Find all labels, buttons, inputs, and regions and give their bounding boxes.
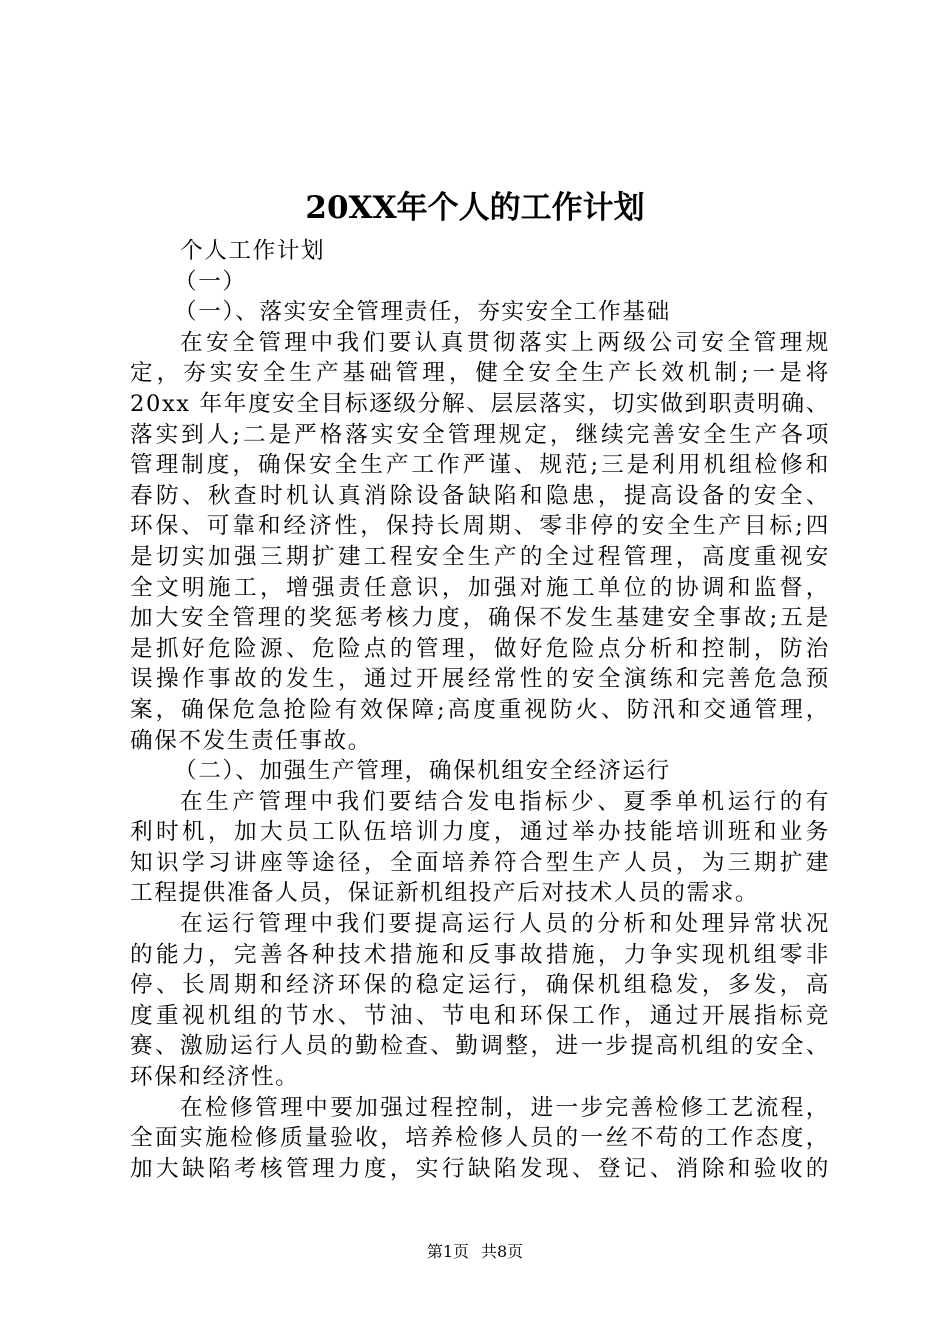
text-line: 工程提供准备人员，保证新机组投产后对技术人员的需求。 [130, 880, 760, 907]
text-line: 确保不发生责任事故。 [130, 727, 372, 754]
text-line: （一）、落实安全管理责任，夯实安全工作基础 [174, 299, 671, 326]
text-line: 在运行管理中我们要提高运行人员的分析和处理异常状况 [180, 911, 830, 938]
text-line: （二）、加强生产管理，确保机组安全经济运行 [174, 758, 671, 785]
text-line: 在安全管理中我们要认真贯彻落实上两级公司安全管理规 [180, 329, 830, 356]
document-title: 20XX年个人的工作计划 [305, 190, 645, 226]
text-line: 春防、秋查时机认真消除设备缺陷和隐患，提高设备的安全、 [130, 482, 830, 509]
text-line: （一） [174, 268, 247, 295]
text-line: 利时机，加大员工队伍培训力度，通过举办技能培训班和业务 [130, 819, 830, 846]
text-line: 加大缺陷考核管理力度，实行缺陷发现、登记、消除和验收的 [130, 1155, 830, 1182]
text-line: 落实到人;二是严格落实安全管理规定，继续完善安全生产各项 [130, 421, 830, 448]
text-line: 在生产管理中我们要结合发电指标少、夏季单机运行的有 [180, 788, 830, 815]
text-line: 在检修管理中要加强过程控制，进一步完善检修工艺流程， [180, 1094, 830, 1121]
text-line: 20xx 年年度安全目标逐级分解、层层落实，切实做到职责明确、 [130, 390, 830, 417]
text-line: 环保和经济性。 [130, 1064, 300, 1091]
text-line: 赛、激励运行人员的勤检查、勤调整，进一步提高机组的安全、 [130, 1033, 830, 1060]
text-line: 误操作事故的发生，通过开展经常性的安全演练和完善危急预 [130, 666, 830, 693]
page-total: 共8页 [481, 1242, 524, 1261]
text-line: 加大安全管理的奖惩考核力度，确保不发生基建安全事故;五是 [130, 605, 830, 632]
text-line: 全文明施工，增强责任意识，加强对施工单位的协调和监督， [130, 574, 830, 601]
text-line: 是抓好危险源、危险点的管理，做好危险点分析和控制，防治 [130, 635, 830, 662]
text-line: 度重视机组的节水、节油、节电和环保工作，通过开展指标竞 [130, 1002, 830, 1029]
text-line: 管理制度，确保安全生产工作严谨、规范;三是利用机组检修和 [130, 452, 830, 479]
text-line: 定，夯实安全生产基础管理，健全安全生产长效机制;一是将 [130, 360, 830, 387]
document-body [130, 236, 830, 1184]
page-number: 第1页 [426, 1242, 469, 1261]
text-line: 是切实加强三期扩建工程安全生产的全过程管理，高度重视安 [130, 543, 830, 570]
text-line: 的能力，完善各种技术措施和反事故措施，力争实现机组零非 [130, 941, 830, 968]
text-line: 知识学习讲座等途径，全面培养符合型生产人员，为三期扩建 [130, 849, 830, 876]
text-line: 全面实施检修质量验收，培养检修人员的一丝不苟的工作态度， [130, 1125, 830, 1152]
page-footer [0, 1240, 950, 1264]
text-line: 案，确保危急抢险有效保障;高度重视防火、防汛和交通管理， [130, 696, 830, 723]
text-line: 个人工作计划 [180, 238, 326, 264]
text-line: 环保、可靠和经济性，保持长周期、零非停的安全生产目标;四 [130, 513, 830, 540]
text-line: 停、长周期和经济环保的稳定运行，确保机组稳发，多发，高 [130, 972, 830, 999]
